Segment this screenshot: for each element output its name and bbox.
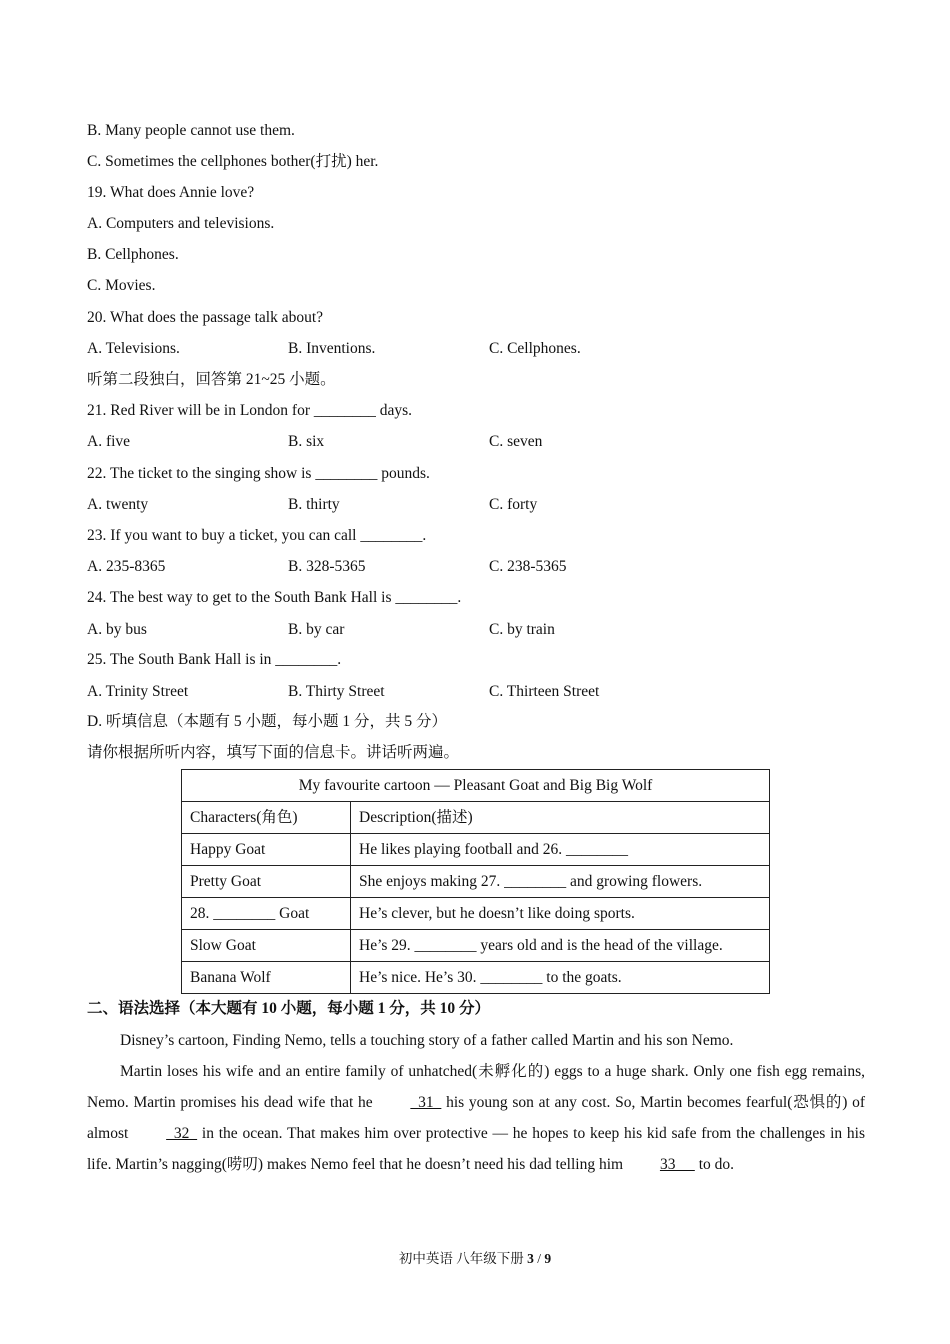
header-description: Description(描述) (351, 802, 770, 834)
table-row (182, 898, 770, 930)
instruction-part2: 听第二段独白，回答第 21~25 小题。 (87, 371, 336, 388)
option-18c: C. Sometimes the cellphones bother(打扰) her. (87, 153, 379, 170)
question-23: 23. If you want to buy a ticket, you can call ________. (87, 527, 427, 544)
description-cell: He’s nice. He’s 30. ________ to the goats. (351, 962, 770, 994)
section-d-instruction: 请你根据所听内容，填写下面的信息卡。讲话听两遍。 (87, 744, 460, 761)
option-22c: C. forty (489, 496, 538, 513)
option-19c: C. Movies. (87, 277, 156, 294)
option-21a: A. five (87, 433, 131, 450)
info-card-table (181, 769, 770, 994)
description-cell: She enjoys making 27. ________ and growing flowers. (351, 866, 770, 898)
grammar-paragraph-1: Disney’s cartoon, Finding Nemo, tells a touching story of a father called Martin and his son Nemo. (120, 1032, 734, 1049)
option-25b: B. Thirty Street (288, 683, 385, 700)
option-23a: A. 235-8365 (87, 558, 166, 575)
option-20a: A. Televisions. (87, 340, 180, 357)
option-25c: C. Thirteen Street (489, 683, 600, 700)
option-25a: A. Trinity Street (87, 683, 189, 700)
description-cell: He’s clever, but he doesn’t like doing sports. (351, 898, 770, 930)
option-24a: A. by bus (87, 621, 147, 638)
card-title: My favourite cartoon — Pleasant Goat and Big Big Wolf (182, 770, 770, 802)
option-20c: C. Cellphones. (489, 340, 581, 357)
character-cell: Happy Goat (182, 834, 351, 866)
header-characters: Characters(角色) (182, 802, 351, 834)
table-header-row (182, 802, 770, 834)
character-cell: Banana Wolf (182, 962, 351, 994)
option-22a: A. twenty (87, 496, 149, 513)
question-19: 19. What does Annie love? (87, 184, 255, 201)
option-23b: B. 328-5365 (288, 558, 366, 575)
page-footer (0, 1247, 950, 1267)
option-24c: C. by train (489, 621, 555, 638)
table-row (182, 866, 770, 898)
paragraph-text: Martin loses his wife and an entire family of unhatched(未孵化的) eggs to a huge shark. Only one fish egg remains, Nemo. Martin promises his dead wife that he (87, 1063, 865, 1111)
description-cell: He likes playing football and 26. ________ (351, 834, 770, 866)
grammar-section-heading: 二、语法选择（本大题有 10 小题，每小题 1 分，共 10 分） (87, 1000, 491, 1017)
option-23c: C. 238-5365 (489, 558, 567, 575)
paragraph-text: in the ocean. That makes him over protective — he hopes to keep his kid safe from the challenges in his life. Martin’s nagging(唠叨) makes Nemo feel that he doesn’t need his dad telling him (87, 1125, 865, 1173)
table-row (182, 834, 770, 866)
table-row (182, 962, 770, 994)
option-21b: B. six (288, 433, 325, 450)
option-19b: B. Cellphones. (87, 246, 179, 263)
paragraph-text: his young son at any cost. So, Martin becomes fearful(恐惧的) of almost (87, 1094, 865, 1142)
character-cell: Pretty Goat (182, 866, 351, 898)
question-21: 21. Red River will be in London for ________ days. (87, 402, 413, 419)
option-19a: A. Computers and televisions. (87, 215, 275, 232)
character-cell: Slow Goat (182, 930, 351, 962)
question-25: 25. The South Bank Hall is in ________. (87, 651, 342, 668)
section-d-heading: D. 听填信息（本题有 5 小题，每小题 1 分，共 5 分） (87, 713, 447, 730)
character-cell: 28. ________ Goat (182, 898, 351, 930)
footer-page-number: 3 (527, 1251, 534, 1266)
table-row (182, 930, 770, 962)
question-24: 24. The best way to get to the South Bank Hall is ________. (87, 589, 462, 606)
question-22: 22. The ticket to the singing show is ________ pounds. (87, 465, 430, 482)
blank-33: 33 (659, 1156, 695, 1173)
option-21c: C. seven (489, 433, 543, 450)
description-cell: He’s 29. ________ years old and is the head of the village. (351, 930, 770, 962)
option-18b: B. Many people cannot use them. (87, 122, 295, 139)
question-20: 20. What does the passage talk about? (87, 309, 324, 326)
footer-separator: / (533, 1251, 545, 1266)
grammar-paragraph-2 (87, 1056, 865, 1180)
footer-subject: 初中英语 八年级下册 (398, 1251, 528, 1266)
table-row (182, 770, 770, 802)
paragraph-text: to do. (694, 1156, 734, 1173)
footer-total-pages: 9 (544, 1251, 552, 1266)
blank-32: 32 (166, 1125, 198, 1142)
option-24b: B. by car (288, 621, 345, 638)
option-22b: B. thirty (288, 496, 340, 513)
blank-31: 31 (410, 1094, 442, 1111)
option-20b: B. Inventions. (288, 340, 376, 357)
